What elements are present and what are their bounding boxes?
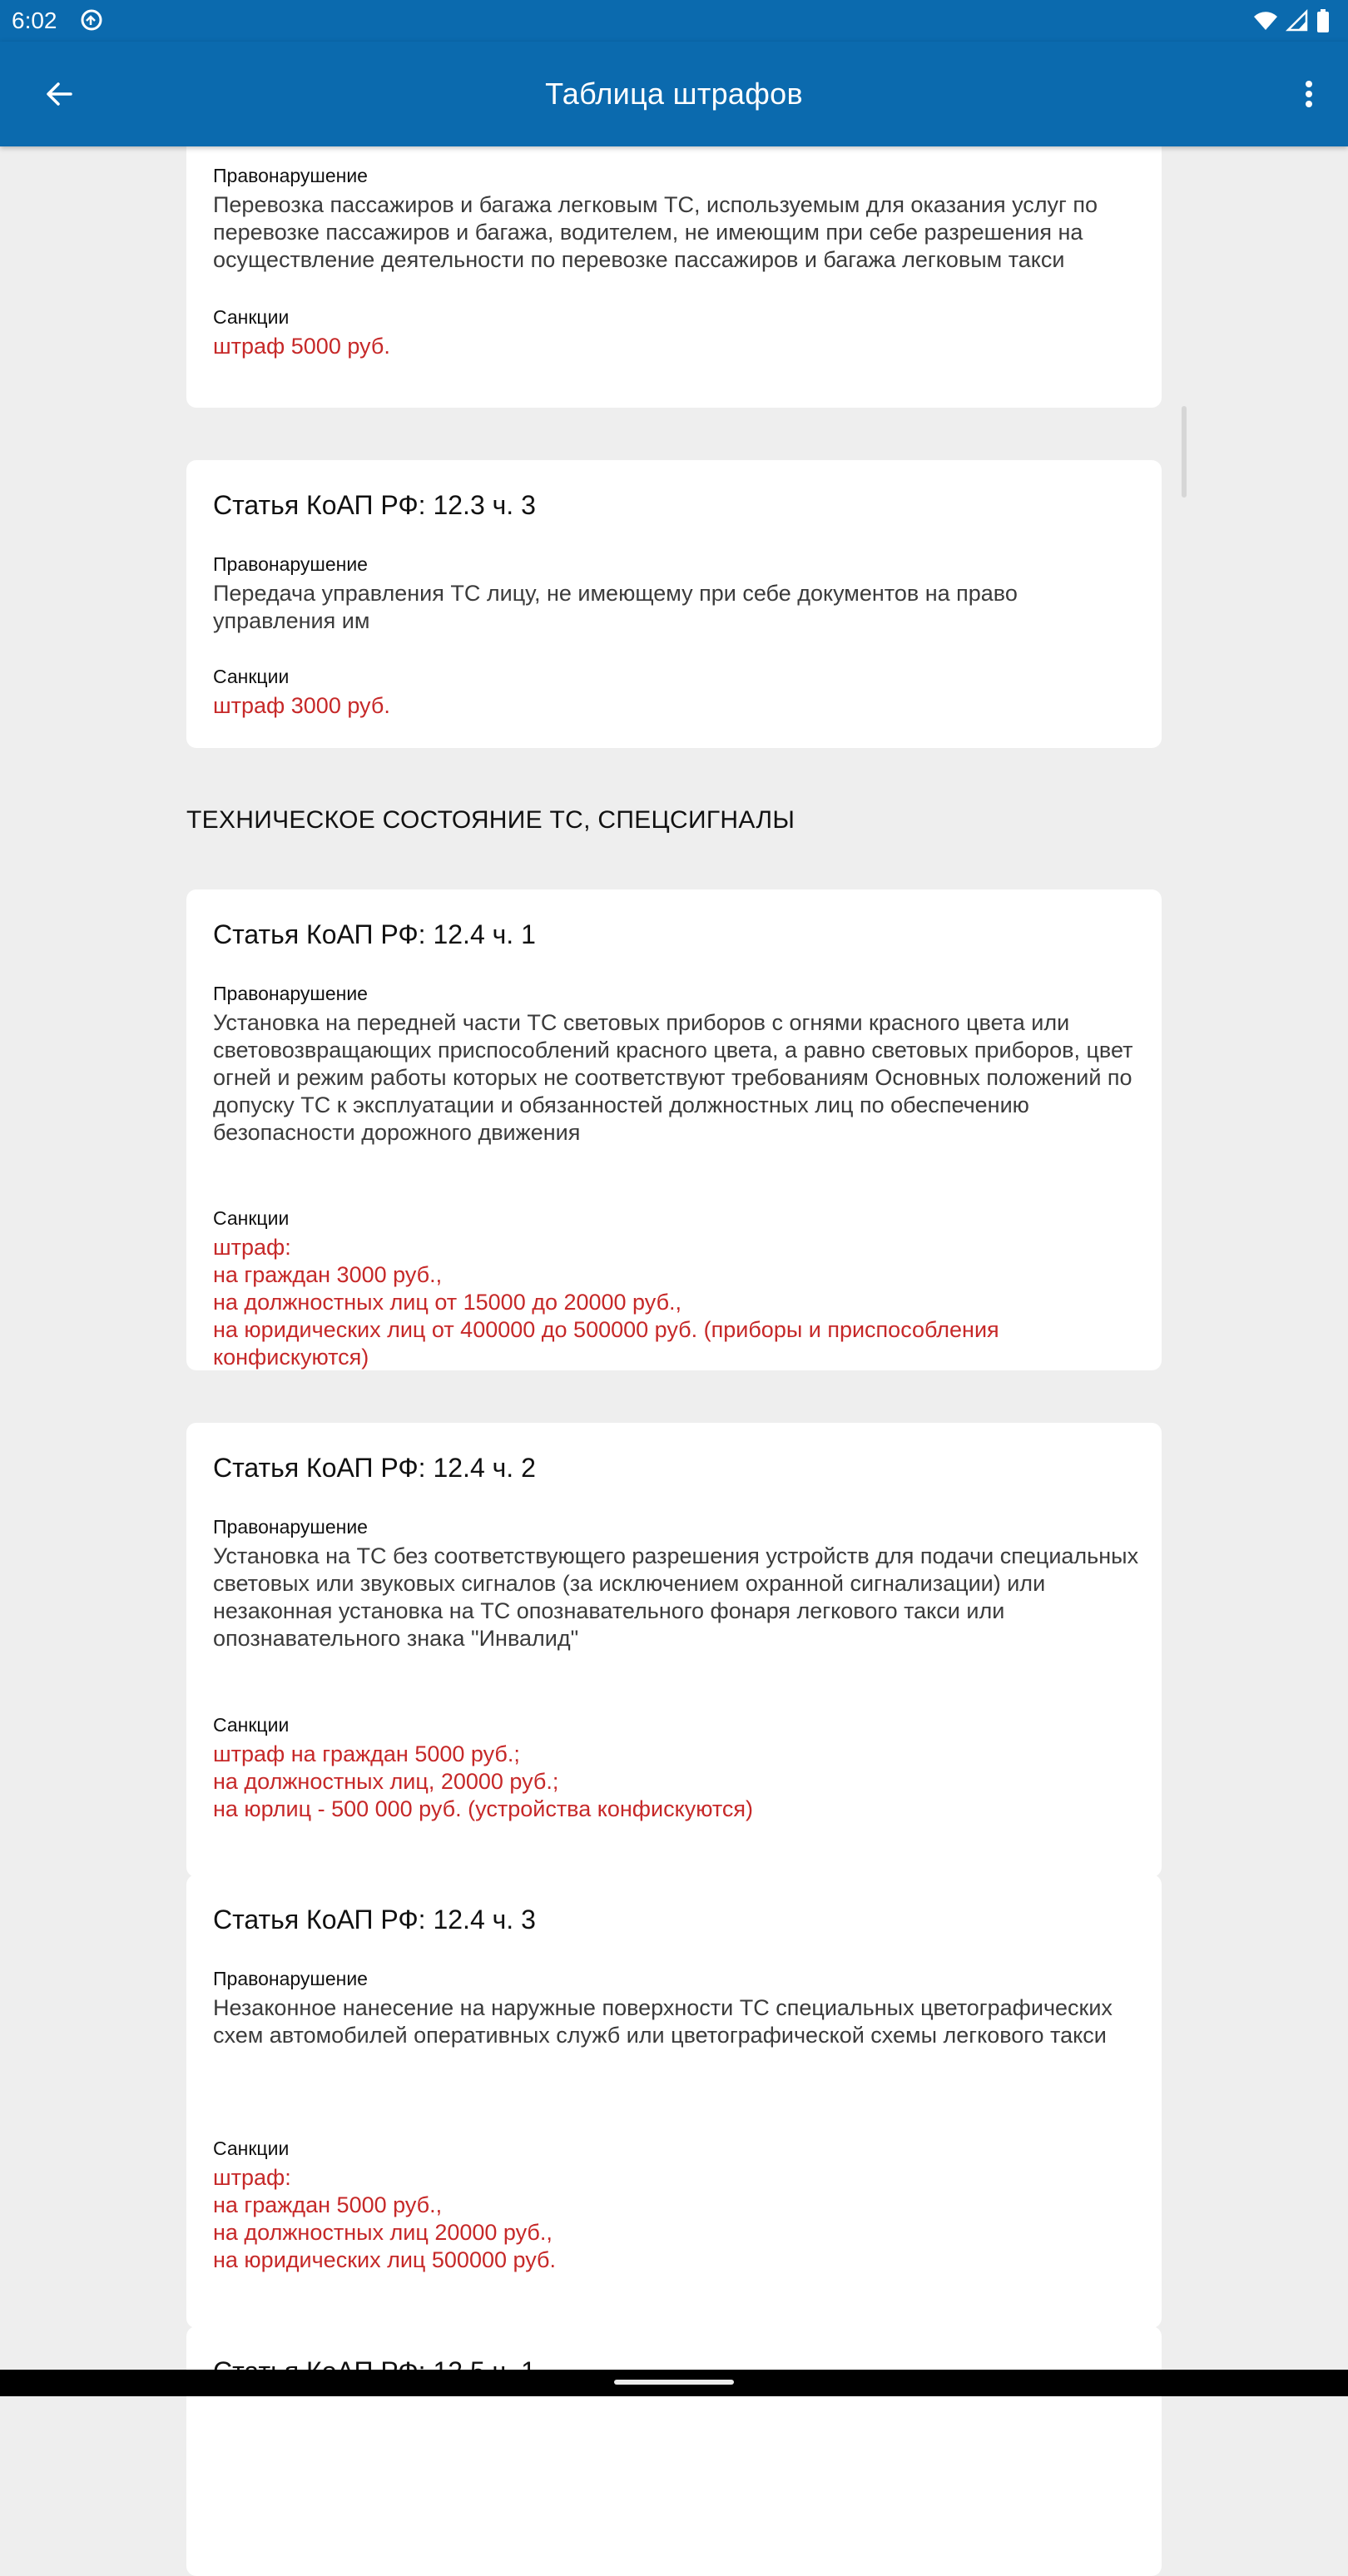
article-title: Статья КоАП РФ: 12.4 ч. 3 — [213, 1905, 536, 1934]
fines-list[interactable] — [0, 146, 1348, 2370]
offense-description: Перевозка пассажиров и багажа легковым ТС, используемым для оказания услуг по перевозке пассажиров и багажа, водителем, не имеющим при себе разрешения на осуществление деятельности по перевозке пассажиров и багажа легковым такси — [213, 192, 1098, 272]
offense-label: Правонарушение — [213, 1968, 368, 1989]
offense-description: Передача управления ТС лицу, не имеющему при себе документов на право управления им — [213, 581, 1018, 633]
sanctions-label: Санкции — [213, 1207, 290, 1229]
offense-label: Правонарушение — [213, 553, 368, 575]
more-options-button[interactable] — [1288, 69, 1330, 119]
offense-description: Установка на ТС без соответствующего разрешения устройств для подачи специальных световых или звуковых сигналов (за исключением охранной сигнализации) или незаконная установка на ТС опознавательного фонаря легкового такси или опознавательного знака "Инвалид" — [213, 1543, 1139, 1651]
sanctions-text: штраф 5000 руб. — [213, 334, 390, 359]
status-time: 6:02 — [12, 7, 57, 33]
article-title: Статья КоАП РФ: 12.4 ч. 1 — [213, 919, 536, 949]
wifi-icon — [1253, 10, 1278, 32]
offense-label: Правонарушение — [213, 165, 368, 186]
article-title: Статья КоАП РФ: 12.3 ч. 3 — [213, 490, 536, 520]
sanctions-text: штраф 3000 руб. — [213, 693, 390, 718]
sanctions-label: Санкции — [213, 666, 290, 687]
sanctions-label: Санкции — [213, 2138, 290, 2159]
fine-card[interactable] — [186, 1875, 1162, 2328]
fine-card[interactable] — [186, 2326, 1162, 2576]
status-icons — [1253, 8, 1330, 33]
fine-card[interactable] — [186, 1423, 1162, 1877]
sanctions-text: штраф: на граждан 3000 руб., на должностных лиц от 15000 до 20000 руб., на юридических лиц от 400000 до 500000 руб. (приборы и приспособления конфискуются) — [213, 1235, 999, 1370]
navigation-bar — [0, 2370, 1348, 2396]
sanctions-text: штраф: на граждан 5000 руб., на должностных лиц 20000 руб., на юридических лиц 500000 руб. — [213, 2165, 556, 2272]
fine-card[interactable] — [186, 889, 1162, 1370]
article-title: Статья КоАП РФ: 12.4 ч. 2 — [213, 1453, 536, 1483]
scrollbar-thumb[interactable] — [1182, 406, 1187, 498]
signal-icon — [1286, 10, 1308, 32]
status-bar — [0, 0, 1348, 42]
sanctions-label: Санкции — [213, 306, 290, 328]
sanctions-label: Санкции — [213, 1714, 290, 1736]
offense-label: Правонарушение — [213, 1516, 368, 1538]
more-vert-icon — [1305, 79, 1313, 109]
fine-card[interactable] — [186, 460, 1162, 748]
offense-label: Правонарушение — [213, 983, 368, 1004]
section-title: ТЕХНИЧЕСКОЕ СОСТОЯНИЕ ТС, СПЕЦСИГНАЛЫ — [186, 806, 795, 834]
fine-card[interactable] — [186, 130, 1162, 408]
home-handle[interactable] — [614, 2380, 734, 2385]
page-title: Таблица штрафов — [545, 77, 803, 111]
sanctions-text: штраф на граждан 5000 руб.; на должностных лиц, 20000 руб.; на юрлиц - 500 000 руб. (устройства конфискуются) — [213, 1741, 754, 1821]
offense-description: Установка на передней части ТС световых приборов с огнями красного цвета или световозвращающих приспособлений красного цвета, а равно световых приборов, цвет огней и режим работы которых не соответствуют требованиям Основных положений по допуску ТС к эксплуатации и обязанностей должностных лиц по обеспечению безопасности дорожного движения — [213, 1010, 1133, 1145]
offense-description: Незаконное нанесение на наружные поверхности ТС специальных цветографических схем автомобилей оперативных служб или цветографической схемы легкового такси — [213, 1995, 1113, 2048]
app-notification-icon — [80, 8, 103, 32]
app-bar — [0, 42, 1348, 146]
battery-icon — [1316, 9, 1330, 32]
